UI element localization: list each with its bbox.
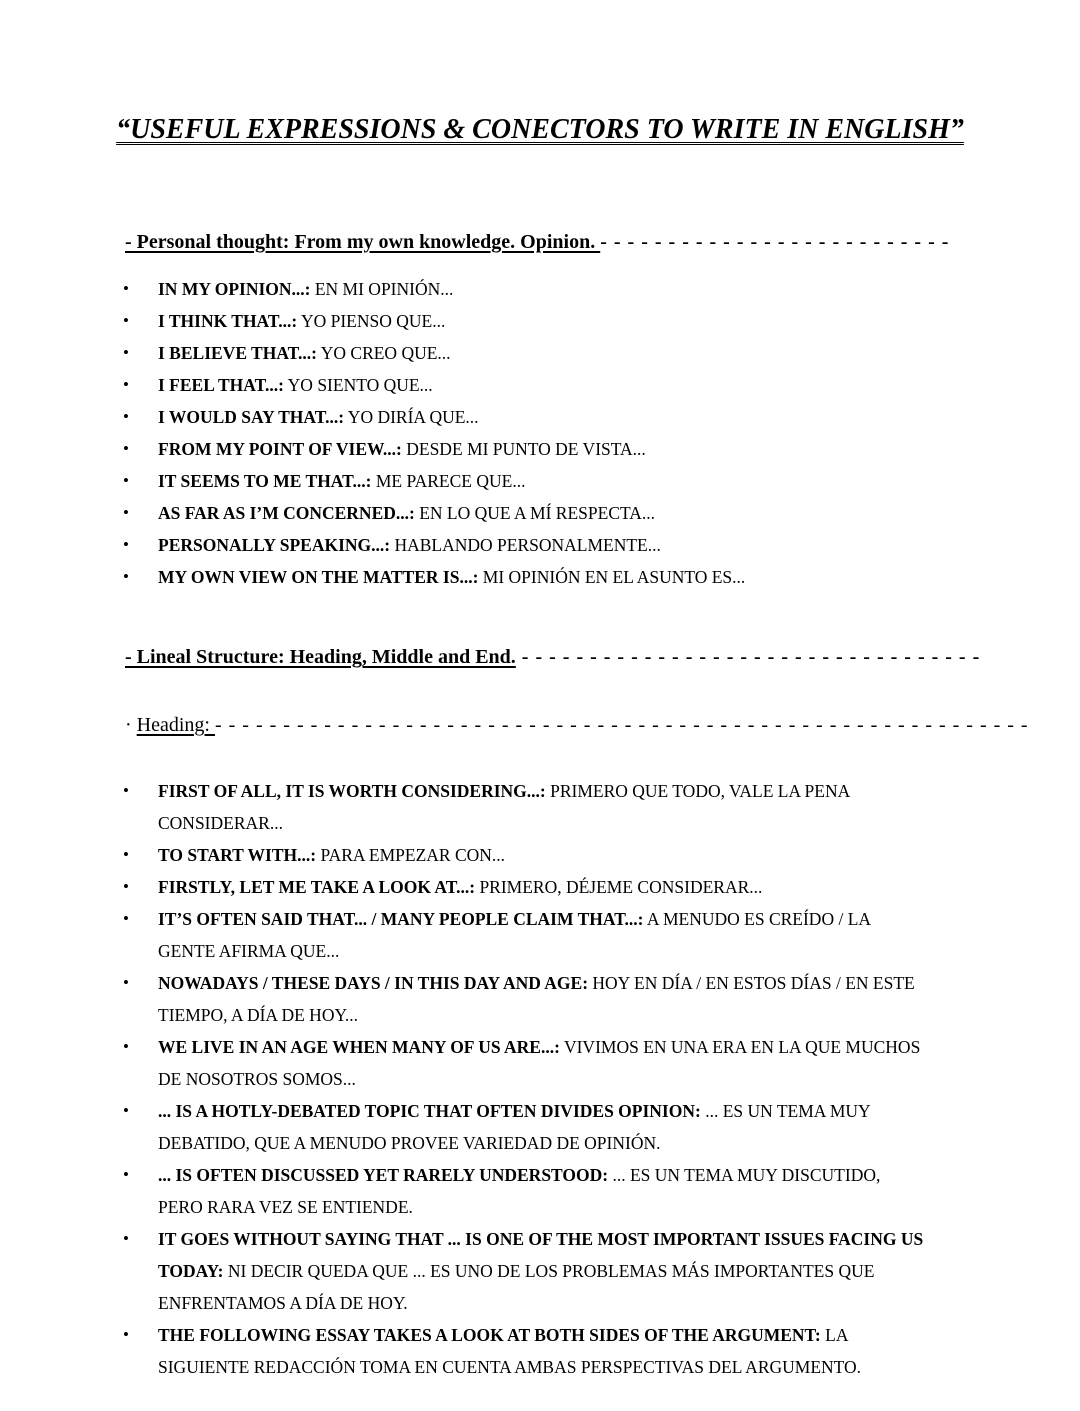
list-item xyxy=(0,1319,928,1383)
subsection-heading-heading xyxy=(125,712,1029,738)
bullet-icon: • xyxy=(123,1325,129,1344)
bullet-icon: • xyxy=(123,503,129,522)
expression-english: TO START WITH...: xyxy=(158,845,317,865)
expression-spanish: LA SIGUIENTE REDACCIÓN TOMA EN CUENTA AMBAS PERSPECTIVAS DEL ARGUMENTO. xyxy=(158,1325,862,1377)
bullet-icon: • xyxy=(123,1165,129,1184)
expression-english: ... IS OFTEN DISCUSSED YET RARELY UNDERSTOOD: xyxy=(158,1165,609,1185)
heading-expressions-list xyxy=(0,775,1080,1383)
expression-spanish: PRIMERO QUE TODO, VALE LA PENA CONSIDERAR... xyxy=(158,781,850,833)
list-item xyxy=(0,1095,928,1159)
expression-english: I BELIEVE THAT...: xyxy=(158,343,318,363)
expression-english: IT SEEMS TO ME THAT...: xyxy=(158,471,372,491)
expression-english: AS FAR AS I’M CONCERNED...: xyxy=(158,503,415,523)
list-item xyxy=(0,465,928,497)
list-item xyxy=(0,871,928,903)
expression-english: IT’S OFTEN SAID THAT... / MANY PEOPLE CLAIM THAT...: xyxy=(158,909,644,929)
section-heading-label: - Lineal Structure: Heading, Middle and End. xyxy=(125,646,516,668)
subsection-label: Heading: xyxy=(136,714,215,736)
expression-spanish: VIVIMOS EN UNA ERA EN LA QUE MUCHOS DE NOSOTROS SOMOS... xyxy=(158,1037,921,1089)
bullet-icon: • xyxy=(123,439,129,458)
expression-english: MY OWN VIEW ON THE MATTER IS...: xyxy=(158,567,479,587)
expression-english: NOWADAYS / THESE DAYS / IN THIS DAY AND AGE: xyxy=(158,973,589,993)
list-item xyxy=(0,401,928,433)
list-item xyxy=(0,273,928,305)
bullet-icon: • xyxy=(123,535,129,554)
list-item xyxy=(0,967,928,1031)
list-item xyxy=(0,839,928,871)
expression-spanish: HOY EN DÍA / EN ESTOS DÍAS / EN ESTE TIEMPO, A DÍA DE HOY... xyxy=(158,973,915,1025)
list-item xyxy=(0,497,928,529)
list-item xyxy=(0,775,928,839)
section-heading-lineal-structure xyxy=(125,644,981,670)
list-item xyxy=(0,433,928,465)
bullet-icon: • xyxy=(123,375,129,394)
list-item xyxy=(0,1159,928,1223)
list-item xyxy=(0,369,928,401)
expression-spanish: YO DIRÍA QUE... xyxy=(344,407,479,427)
expression-english: I THINK THAT...: xyxy=(158,311,298,331)
bullet-icon: • xyxy=(123,311,129,330)
expression-english: THE FOLLOWING ESSAY TAKES A LOOK AT BOTH SIDES OF THE ARGUMENT: xyxy=(158,1325,821,1345)
expression-english: FIRST OF ALL, IT IS WORTH CONSIDERING...: xyxy=(158,781,546,801)
bullet-icon: • xyxy=(123,1229,129,1248)
expression-english: ... IS A HOTLY-DEBATED TOPIC THAT OFTEN DIVIDES OPINION: xyxy=(158,1101,701,1121)
list-item xyxy=(0,1031,928,1095)
section-heading-personal-thought xyxy=(125,229,950,255)
expression-spanish: MI OPINIÓN EN EL ASUNTO ES... xyxy=(478,567,746,587)
document-title-text: “USEFUL EXPRESSIONS & CONECTORS TO WRITE IN ENGLISH” xyxy=(116,114,964,145)
expression-spanish: A MENUDO ES CREÍDO / LA GENTE AFIRMA QUE... xyxy=(158,909,871,961)
expression-spanish: EN MI OPINIÓN... xyxy=(310,279,454,299)
section-heading-label: - Personal thought: From my own knowledge. Opinion. xyxy=(125,231,601,253)
bullet-icon: • xyxy=(123,781,129,800)
expression-spanish: PARA EMPEZAR CON... xyxy=(316,845,506,865)
bullet-icon: • xyxy=(123,567,129,586)
expression-english: IT GOES WITHOUT SAYING THAT ... IS ONE OF THE MOST IMPORTANT ISSUES FACING US TODAY: xyxy=(158,1229,924,1281)
list-item xyxy=(0,1223,928,1319)
bullet-icon: • xyxy=(123,279,129,298)
list-item xyxy=(0,305,928,337)
list-item xyxy=(0,529,928,561)
bullet-icon: • xyxy=(123,877,129,896)
list-item xyxy=(0,903,928,967)
subsection-dashes: - - - - - - - - - - - - - - - - - - - - - - - - - - - - - - - - - - - - - - - - - - - - - - - - - - - - - - - - - - - - xyxy=(214,714,1029,736)
bullet-icon: • xyxy=(123,407,129,426)
personal-thought-list xyxy=(0,273,1080,593)
bullet-icon: • xyxy=(123,909,129,928)
expression-spanish: YO CREO QUE... xyxy=(317,343,451,363)
section-heading-dashes: - - - - - - - - - - - - - - - - - - - - - - - - - - - - - - - - - - xyxy=(515,646,981,668)
bullet-icon: • xyxy=(123,471,129,490)
expression-spanish: HABLANDO PERSONALMENTE... xyxy=(390,535,661,555)
expression-spanish: PRIMERO, DÉJEME CONSIDERAR... xyxy=(475,877,763,897)
expression-english: IN MY OPINION...: xyxy=(158,279,311,299)
section-heading-dashes: - - - - - - - - - - - - - - - - - - - - - - - - - - xyxy=(600,231,950,253)
document-title xyxy=(100,112,980,147)
expression-spanish: DESDE MI PUNTO DE VISTA... xyxy=(401,439,646,459)
expression-english: I FEEL THAT...: xyxy=(158,375,284,395)
expression-spanish: NI DECIR QUEDA QUE ... ES UNO DE LOS PROBLEMAS MÁS IMPORTANTES QUE ENFRENTAMOS A DÍA DE HOY. xyxy=(158,1261,875,1313)
list-item xyxy=(0,561,928,593)
expression-spanish: ME PARECE QUE... xyxy=(371,471,526,491)
expression-spanish: EN LO QUE A MÍ RESPECTA... xyxy=(414,503,656,523)
expression-spanish: YO PIENSO QUE... xyxy=(297,311,446,331)
expression-spanish: ... ES UN TEMA MUY DEBATIDO, QUE A MENUDO PROVEE VARIEDAD DE OPINIÓN. xyxy=(158,1101,871,1153)
expression-spanish: YO SIENTO QUE... xyxy=(283,375,433,395)
bullet-icon: • xyxy=(123,343,129,362)
subsection-prefix: · xyxy=(125,714,137,736)
bullet-icon: • xyxy=(123,973,129,992)
expression-english: WE LIVE IN AN AGE WHEN MANY OF US ARE...: xyxy=(158,1037,560,1057)
bullet-icon: • xyxy=(123,1101,129,1120)
list-item xyxy=(0,337,928,369)
bullet-icon: • xyxy=(123,845,129,864)
bullet-icon: • xyxy=(123,1037,129,1056)
expression-english: PERSONALLY SPEAKING...: xyxy=(158,535,391,555)
expression-english: FIRSTLY, LET ME TAKE A LOOK AT...: xyxy=(158,877,476,897)
expression-english: I WOULD SAY THAT...: xyxy=(158,407,345,427)
expression-english: FROM MY POINT OF VIEW...: xyxy=(158,439,402,459)
expression-spanish: ... ES UN TEMA MUY DISCUTIDO, PERO RARA VEZ SE ENTIENDE. xyxy=(158,1165,881,1217)
